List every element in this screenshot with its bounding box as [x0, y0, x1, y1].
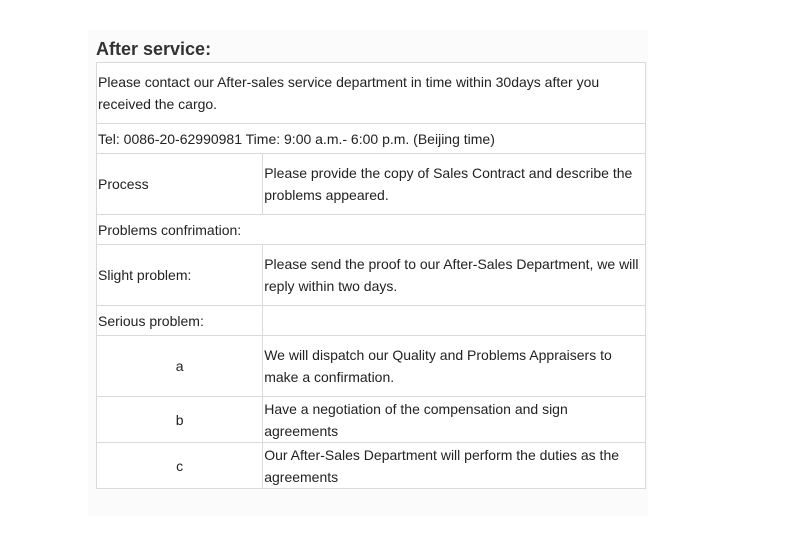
- process-label: Process: [97, 154, 263, 215]
- step-letter: b: [97, 397, 263, 443]
- step-text: We will dispatch our Quality and Problems Appraisers to make a confirmation.: [263, 336, 646, 397]
- table-row: [97, 154, 646, 215]
- serious-problem-label: Serious problem:: [97, 306, 263, 336]
- step-text: Have a negotiation of the compensation and sign agreements: [263, 397, 646, 443]
- step-text: Our After-Sales Department will perform the duties as the agreements: [263, 443, 646, 489]
- section-heading: After service:: [96, 39, 212, 59]
- table-row: [97, 124, 646, 154]
- table-row: [97, 245, 646, 306]
- table-row: [97, 306, 646, 336]
- table-row: [97, 397, 646, 443]
- step-letter: a: [97, 336, 263, 397]
- contact-cell: Please contact our After-sales service department in time within 30days after you received the cargo.: [97, 63, 646, 124]
- serious-problem-value: [263, 306, 646, 336]
- tel-cell: Tel: 0086-20-62990981 Time: 9:00 a.m.- 6:00 p.m. (Beijing time): [97, 124, 646, 154]
- table-row: [97, 336, 646, 397]
- step-letter: c: [97, 443, 263, 489]
- table-row: [97, 215, 646, 245]
- slight-problem-label: Slight problem:: [97, 245, 263, 306]
- table-row: [97, 443, 646, 489]
- slight-problem-value: Please send the proof to our After-Sales Department, we will reply within two days.: [263, 245, 646, 306]
- process-value: Please provide the copy of Sales Contract and describe the problems appeared.: [263, 154, 646, 215]
- after-service-table: [96, 62, 646, 489]
- confirmation-cell: Problems confrimation:: [97, 215, 646, 245]
- table-row: [97, 63, 646, 124]
